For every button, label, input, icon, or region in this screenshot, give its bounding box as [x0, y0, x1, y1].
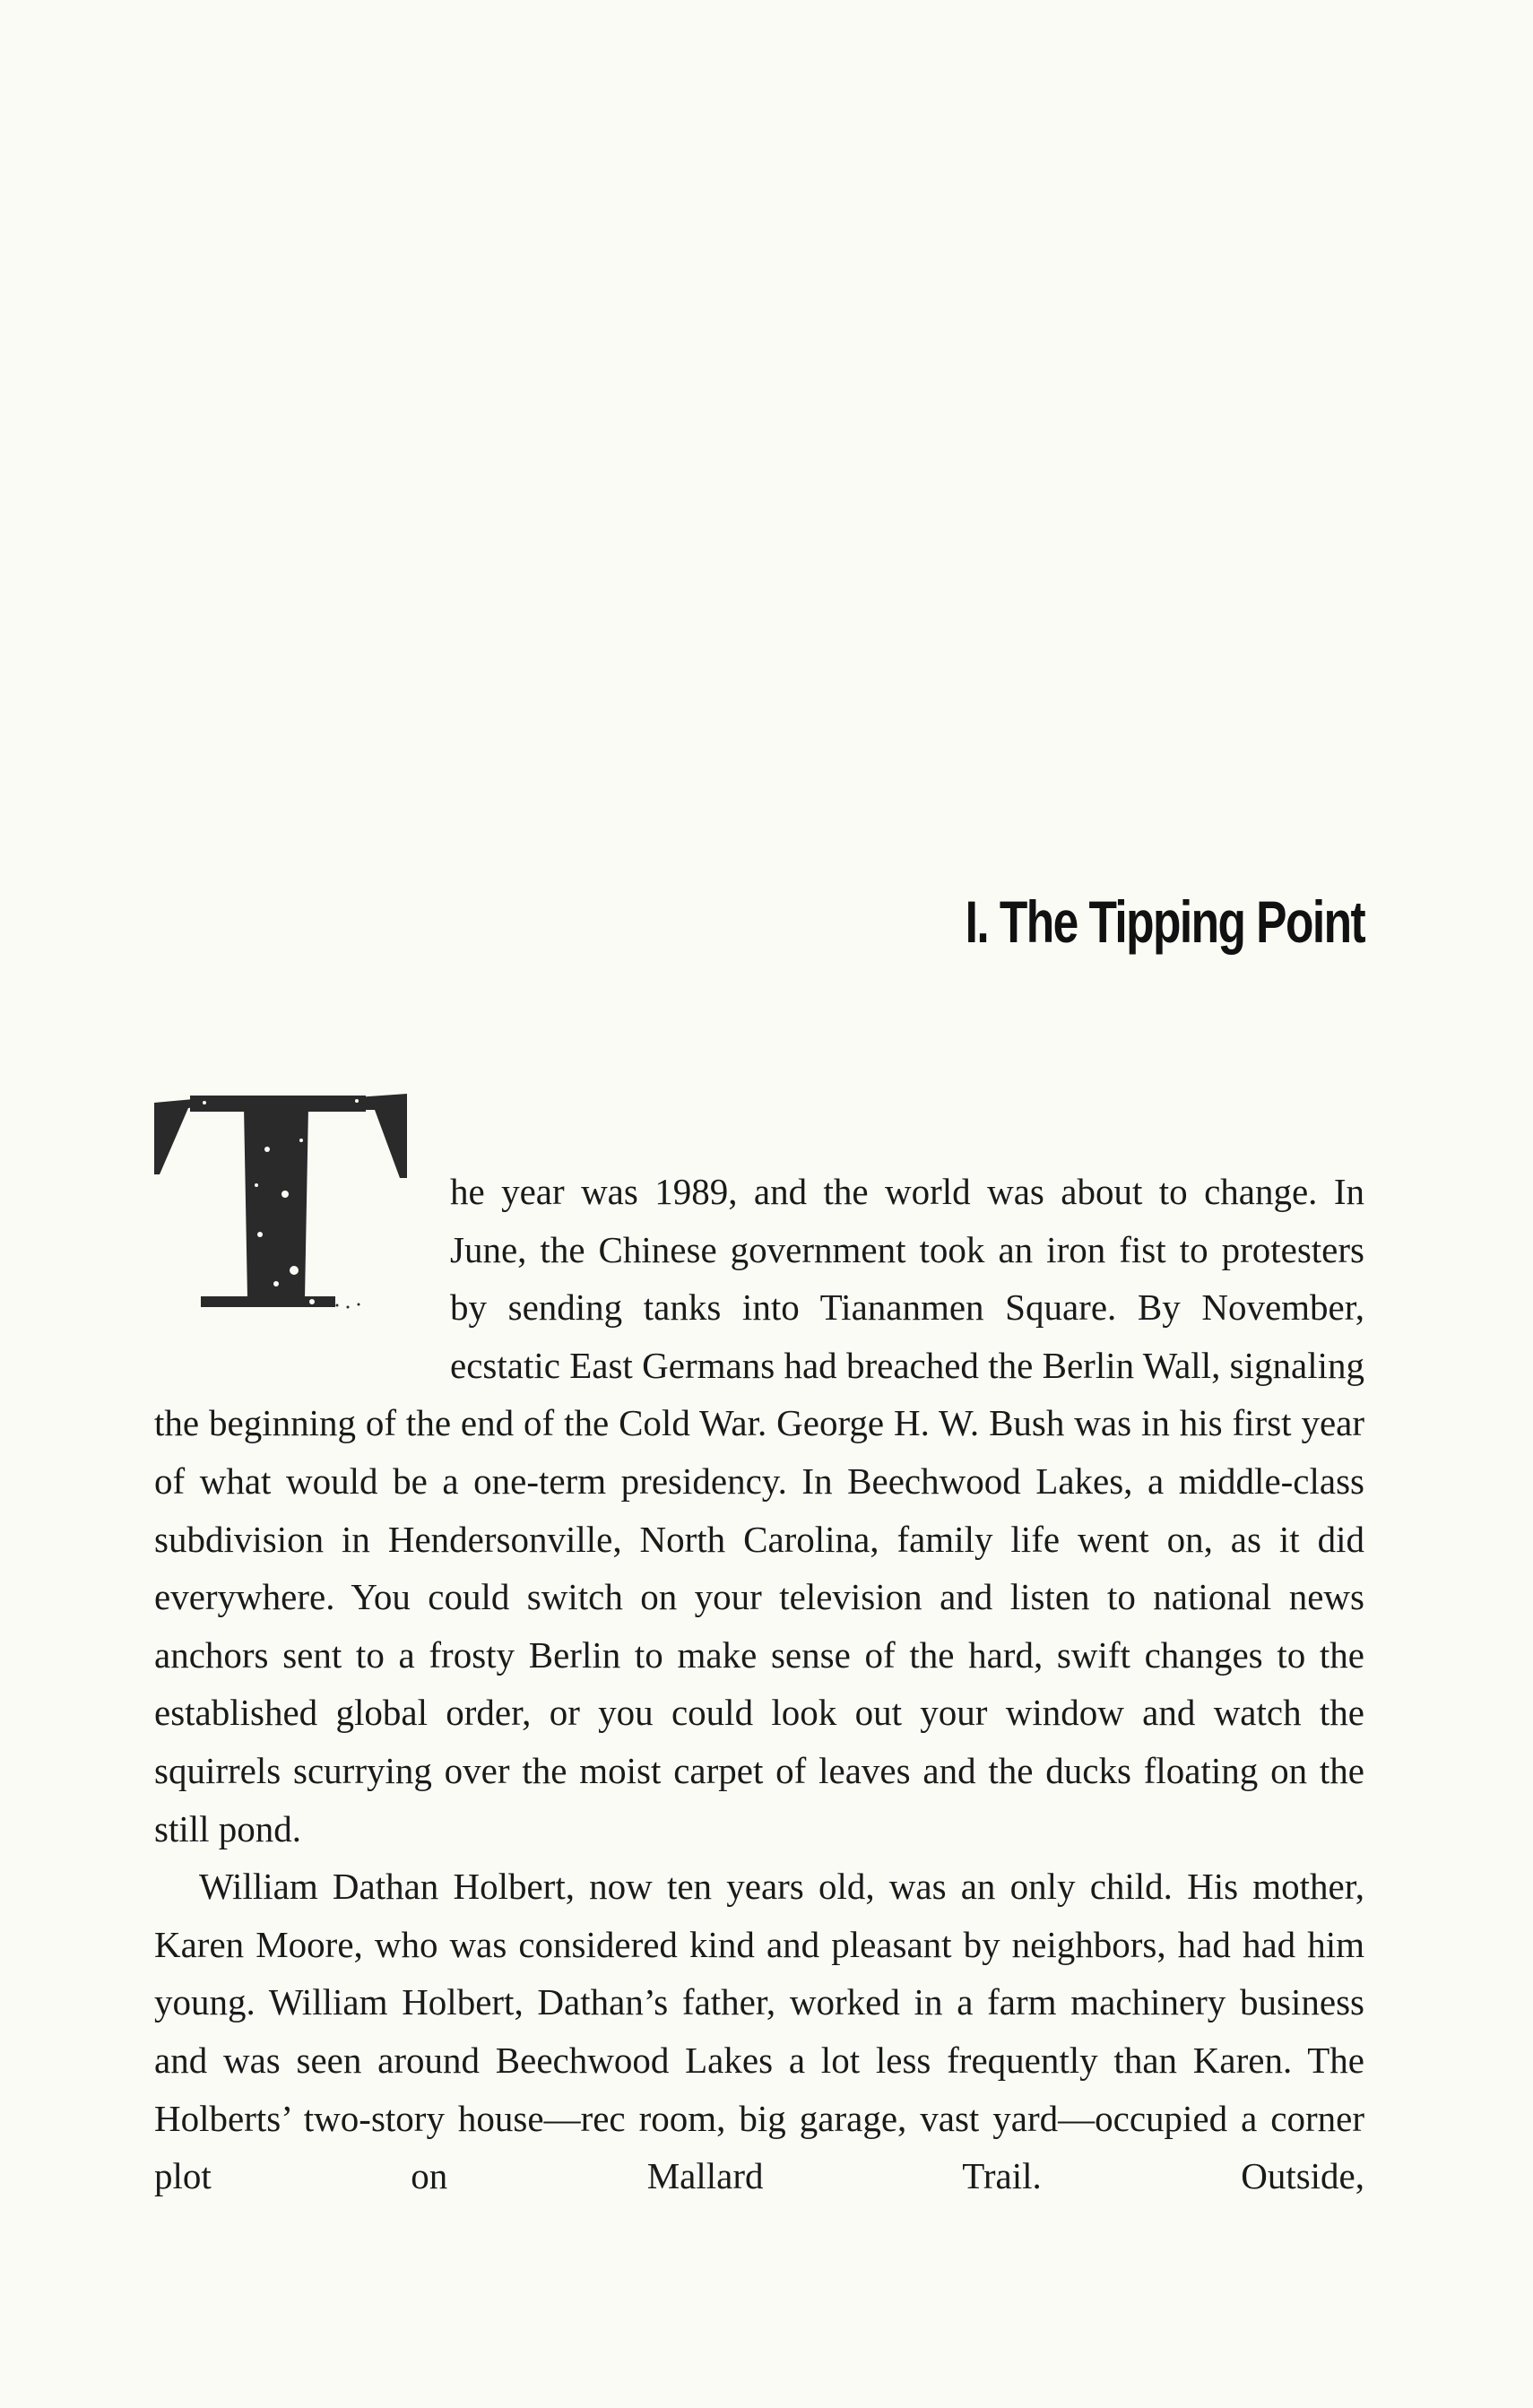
paragraph-2: William Dathan Holbert, now ten years old, was an only child. His mother, Karen Moore, who was considered kind and pleasant by neighbors, had had him young. William Holbert, Dathan’s father, worked in a farm machinery business and was seen around Beechwood Lakes a lot less frequently than Karen. The Holberts’ two-story house—rec room, big garage, vast yard—occupied a corner plot on Mallard Trail. Outside, [154, 1866, 1364, 2197]
drop-cap-spacer [154, 1163, 450, 1337]
body-text [154, 1163, 1364, 2205]
paragraph-1: he year was 1989, and the world was about to change. In June, the Chinese government took an iron fist to protesters by sending tanks into Tiananmen Square. By November, ecstatic East Germans had breached the Berlin Wall, signaling the beginning of the end of the Cold War. George H. W. Bush was in his first year of what would be a one-term presidency. In Beechwood Lakes, a middle-class subdivision in Hendersonville, North Carolina, family life went on, as it did everywhere. You could switch on your television and listen to national news anchors sent to a frosty Berlin to make sense of the hard, swift changes to the established global order, or you could look out your window and watch the squirrels scurrying over the moist carpet of leaves and the ducks floating on the still pond. [154, 1171, 1364, 1849]
chapter-title: I. The Tipping Point [965, 888, 1364, 955]
